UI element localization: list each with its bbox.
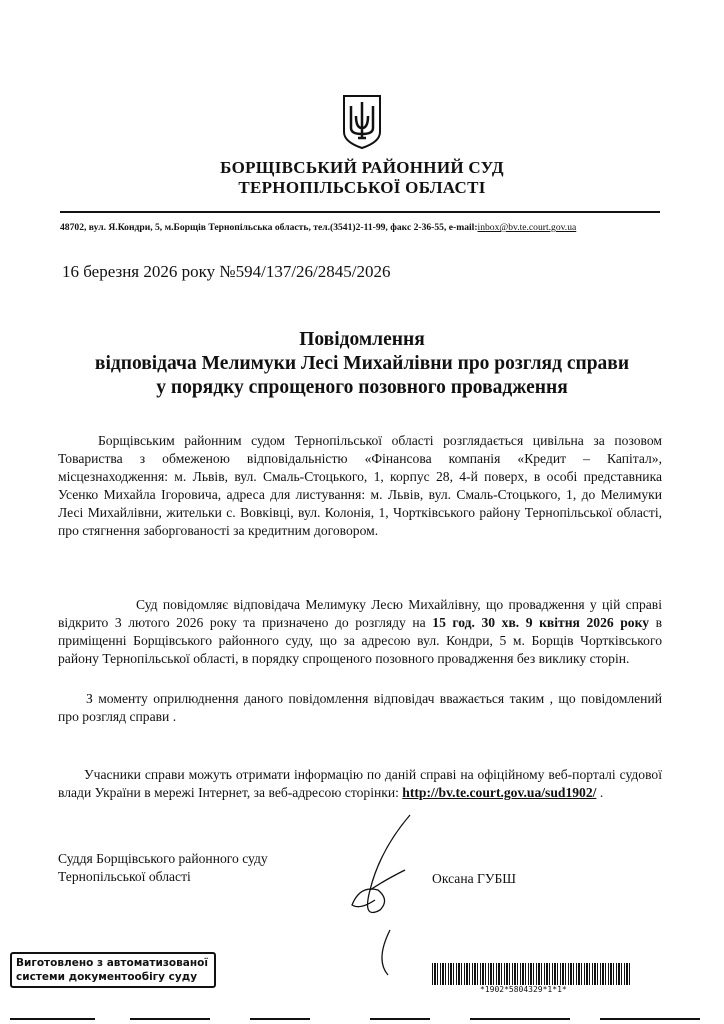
email-link[interactable]: inbox@bv.te.court.gov.ua xyxy=(477,222,577,233)
court-region: ТЕРНОПІЛЬСЬКОЇ ОБЛАСТІ xyxy=(238,178,486,197)
judge-position-line2: Тернопільської області xyxy=(58,869,191,884)
scan-edge-mark xyxy=(130,1018,210,1020)
scan-edge-mark xyxy=(370,1018,430,1020)
hearing-text: Суд повідомляє відповідача Мелимуку Лесю Михайлівну, що провадження у цій справі відкрито 3 лютого 2026 року та призначено до розгляду на xyxy=(58,597,662,630)
scan-edge-mark xyxy=(470,1018,570,1020)
stamp-line1: Виготовлено з автоматизованої xyxy=(16,957,208,969)
paragraph-info xyxy=(58,766,662,802)
title-line-2: відповідача Мелимуки Лесі Михайлівни про розгляд справи xyxy=(94,353,630,374)
header-divider xyxy=(60,211,660,213)
hearing-place: в приміщенні Борщівського районного суду, що за адресою вул. Кондри, 5 м. Борщів Чортківського району Тернопільської області, в порядку спрощеного позовного провадження без виклику сторін. xyxy=(58,615,662,666)
info-end: . xyxy=(596,785,604,800)
paragraph-notified: З моменту оприлюднення даного повідомлення відповідач вважається таким , що повідомлений про розгляд справи . xyxy=(58,691,662,724)
signature-drawing xyxy=(330,810,440,980)
scan-edge-mark xyxy=(250,1018,310,1020)
judge-position-line1: Суддя Борщівського районного суду xyxy=(58,851,268,866)
title-line-3: у порядку спрощеного позовного провадження xyxy=(156,377,568,398)
paragraph-case: Борщівським районним судом Тернопільської області розглядається цивільна за позовом Товариства з обмеженою відповідальністю «Фінансова компанія «Кредит – Капітал», місцезнаходження: м. Львів, вул. Смаль-Стоцького, 1, корпус 28, 4-й поверх, в особі представника Усенко Михайла Ігоровича, адреса для листування: м. Львів, вул. Смаль-Стоцького, 1, до Мелимуки Лесі Михайлівни, жительки с. Вовківці, вул. Колонія, 1, Чортківського району Тернопільської області, про стягнення заборгованості за кредитним договором. xyxy=(58,433,662,538)
hearing-datetime: 15 год. 30 хв. 9 квітня 2026 року xyxy=(432,615,650,630)
judge-position xyxy=(58,850,268,886)
barcode xyxy=(432,963,632,985)
court-address xyxy=(60,222,576,233)
court-website-link[interactable]: http://bv.te.court.gov.ua/sud1902/ xyxy=(402,785,597,800)
paragraph-hearing xyxy=(58,596,662,668)
scan-edge-mark xyxy=(600,1018,700,1020)
judge-name: Оксана ГУБШ xyxy=(432,871,517,886)
address-text: 48702, вул. Я.Кондри, 5, м.Борщів Тернопільська область, тел.(3541)2-11-99, факс 2-36-55, e-mail: xyxy=(60,222,478,233)
barcode-number: *1902*5804329*1*1* xyxy=(480,985,567,994)
automated-system-stamp xyxy=(10,952,216,988)
title-line-1: Повідомлення xyxy=(299,329,425,350)
coat-of-arms-trident-icon xyxy=(342,94,382,150)
stamp-line2: системи документообігу суду xyxy=(16,971,198,983)
scan-edge-mark xyxy=(10,1018,95,1020)
info-text: Учасники справи можуть отримати інформацію по даній справі на офіційному веб-порталі судової влади України в мережі Інтернет, за веб-адресою сторінки: xyxy=(58,767,662,800)
date-and-number: 16 березня 2026 року №594/137/26/2845/2026 xyxy=(62,262,391,281)
court-name: БОРЩІВСЬКИЙ РАЙОННИЙ СУД xyxy=(220,158,504,177)
